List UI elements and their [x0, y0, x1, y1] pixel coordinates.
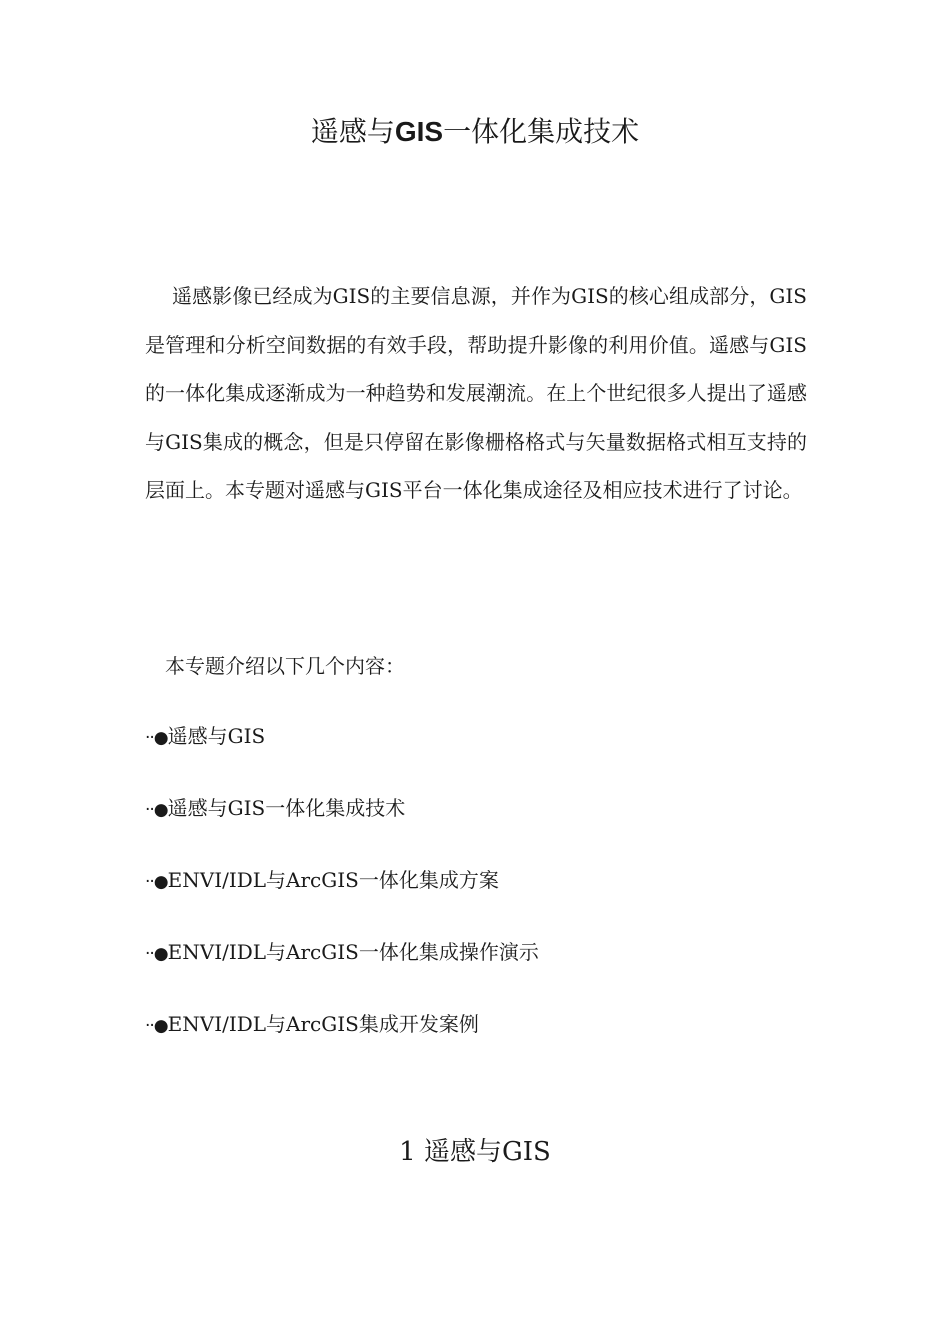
list-item — [145, 718, 539, 790]
bullet-icon: ··● — [145, 1016, 168, 1036]
bullet-icon: ··● — [145, 872, 168, 892]
topic-label: ENVI/IDL与ArcGIS一体化集成方案 — [167, 868, 499, 892]
bullet-icon: ··● — [145, 800, 168, 820]
list-item — [145, 1006, 539, 1078]
topic-label: ENVI/IDL与ArcGIS一体化集成操作演示 — [167, 940, 539, 964]
title-prefix: 遥感与 — [310, 115, 395, 148]
list-item — [145, 790, 539, 862]
document-title — [0, 112, 950, 152]
topics-heading: 本专题介绍以下几个内容： — [165, 654, 405, 678]
topic-label: ENVI/IDL与ArcGIS集成开发案例 — [167, 1012, 479, 1036]
bullet-icon: ··● — [145, 728, 168, 748]
title-latin: GIS — [394, 116, 444, 147]
topic-label: 遥感与GIS一体化集成技术 — [167, 796, 406, 820]
list-item — [145, 862, 539, 934]
list-item — [145, 934, 539, 1006]
topics-list — [145, 718, 539, 1078]
topic-label: 遥感与GIS — [167, 724, 266, 748]
intro-paragraph: 遥感影像已经成为GIS的主要信息源，并作为GIS的核心组成部分，GIS是管理和分析空间数据的有效手段，帮助提升影像的利用价值。遥感与GIS的一体化集成逐渐成为一种趋势和发展潮流。在上个世纪很多人提出了遥感与GIS集成的概念，但是只停留在影像栅格格式与矢量数据格式相互支持的层面上。本专题对遥感与GIS平台一体化集成途径及相应技术进行了讨论。 — [145, 284, 807, 502]
section-title: 1 遥感与GIS — [399, 1137, 551, 1167]
title-suffix: 一体化集成技术 — [443, 115, 640, 148]
bullet-icon: ··● — [145, 944, 168, 964]
